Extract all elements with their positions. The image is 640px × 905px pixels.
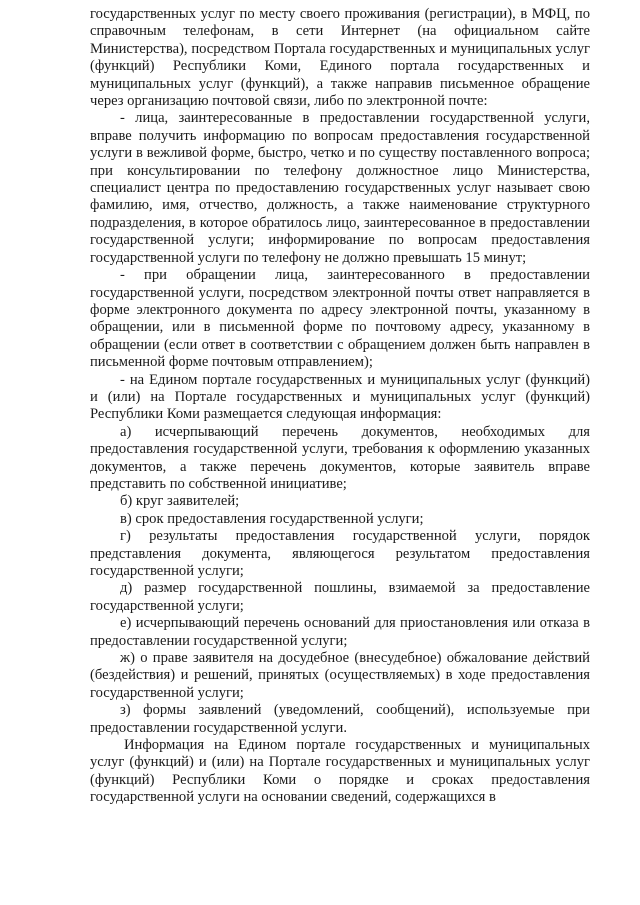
list-item-zh-appeal: ж) о праве заявителя на досудебное (внесудебное) обжалование действий (бездействия) и решений, принятых (осуществляемых) в ходе предоставления государственной услуги;	[90, 650, 590, 701]
document-page	[90, 6, 590, 807]
list-item-g-results: г) результаты предоставления государственной услуги, порядок представления документа, являющегося результатом предоставления государственной услуги;	[90, 528, 590, 579]
list-item-a-documents: а) исчерпывающий перечень документов, необходимых для предоставления государственной услуги, требования к оформлению указанных документов, а также перечень документов, которые заявитель вправе представить по собственной инициативе;	[90, 423, 590, 492]
list-item-z-forms: з) формы заявлений (уведомлений, сообщений), используемые при предоставлении государственной услуги.	[90, 702, 590, 736]
paragraph-portal-info-intro: - на Едином портале государственных и муниципальных услуг (функций) и (или) на Портале государственных и муниципальных услуг (функций) Республики Коми размещается следующая информация:	[90, 371, 590, 423]
paragraph-email-response: - при обращении лица, заинтересованного в предоставлении государственной услуги, посредством электронной почты ответ направляется в форме электронного документа по адресу электронной почты, указанному в обращении, или в письменной форме по почтовому адресу, указанному в обращении (если ответ в соответствии с обращением должен быть направлен в письменной форме почтовым отправлением);	[90, 267, 590, 371]
list-item-d-fee: д) размер государственной пошлины, взимаемой за предоставление государственной услуги;	[90, 580, 590, 614]
list-item-e-grounds: е) исчерпывающий перечень оснований для приостановления или отказа в предоставлении государственной услуги;	[90, 615, 590, 649]
paragraph-contact-methods: государственных услуг по месту своего проживания (регистрации), в МФЦ, по справочным телефонам, в сети Интернет (на официальном сайте Министерства), посредством Портала государственных и муниципальных услуг (функций) Республики Коми, Единого портала государственных и муниципальных услуг (функций), а также направив письменное обращение через организацию почтовой связи, либо по электронной почте:	[90, 6, 590, 110]
list-item-v-term: в) срок предоставления государственной услуги;	[120, 510, 424, 527]
paragraph-consultation-rules: - лица, заинтересованные в предоставлении государственной услуги, вправе получить информацию по вопросам предоставления государственной услуги в вежливой форме, быстро, четко и по существу поставленного вопроса; при консультировании по телефону должностное лицо Министерства, специалист центра по предоставлению государственных услуг называет свою фамилию, имя, отчество, должность, а также наименование структурного подразделения, в которое обратилось лицо, заинтересованное в предоставлении государственной услуги; информирование по вопросам предоставления государственной услуги по телефону не должно превышать 15 минут;	[90, 110, 590, 266]
list-item-b-applicants: б) круг заявителей;	[120, 493, 240, 510]
paragraph-portal-information: Информация на Едином портале государственных и муниципальных услуг (функций) и (или) на Портале государственных и муниципальных услуг (функций) Республики Коми о порядке и сроках предоставления государственной услуги на основании сведений, содержащихся в	[90, 737, 590, 806]
